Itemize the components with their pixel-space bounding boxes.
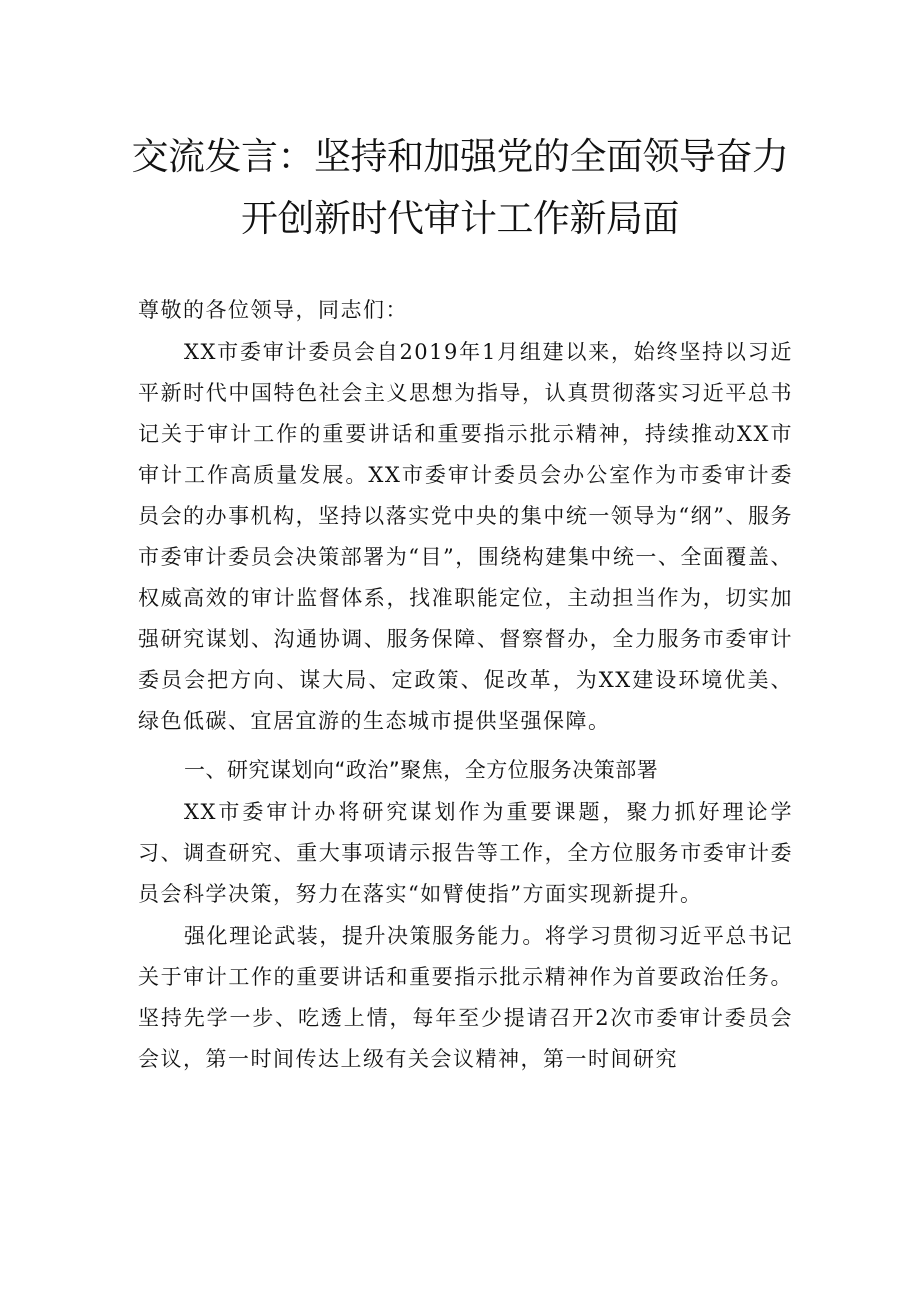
document-body [138,290,793,1080]
title-line-2: 开创新时代审计工作新局面 [241,197,679,240]
paragraph-intro: XX市委审计委员会自2019年1月组建以来，始终坚持以习近平新时代中国特色社会主义思想为指导，认真贯彻落实习近平总书记关于审计工作的重要讲话和重要指示批示精神，持续推动XX市审计工作高质量发展。XX市委审计委员会办公室作为市委审计委员会的办事机构，坚持以落实党中央的集中统一领导为“纲”、服务市委审计委员会决策部署为“目”，围绕构建集中统一、全面覆盖、权威高效的审计监督体系，找准职能定位，主动担当作为，切实加强研究谋划、沟通协调、服务保障、督察督办，全力服务市委审计委员会把方向、谋大局、定政策、促改革，为XX建设环境优美、绿色低碳、宜居宜游的生态城市提供坚强保障。 [138,340,793,733]
salutation: 尊敬的各位领导，同志们： [138,298,408,322]
document-title [120,126,800,250]
paragraph-theory: 强化理论武装，提升决策服务能力。将学习贯彻习近平总书记关于审计工作的重要讲话和重要指示批示精神作为首要政治任务。坚持先学一步、吃透上情，每年至少提请召开2次市委审计委员会会议，第一时间传达上级有关会议精神，第一时间研究 [138,924,793,1071]
title-line-1: 交流发言：坚持和加强党的全面领导奋力 [131,135,789,178]
paragraph-section1-intro: XX市委审计办将研究谋划作为重要课题，聚力抓好理论学习、调查研究、重大事项请示报告等工作，全方位服务市委审计委员会科学决策，努力在落实“如臂使指”方面实现新提升。 [138,800,793,906]
section-heading-1: 一、研究谋划向“政治”聚焦，全方位服务决策部署 [184,758,659,782]
